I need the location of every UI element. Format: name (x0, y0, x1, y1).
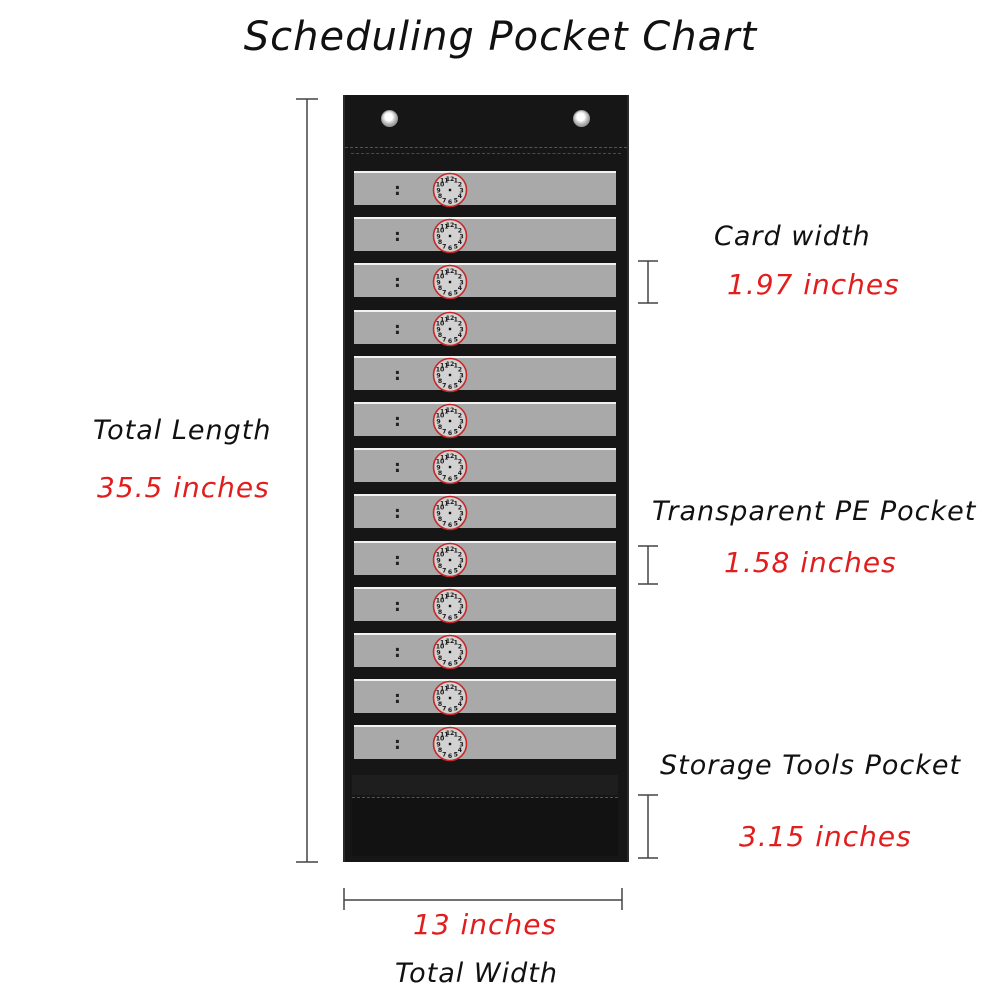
clock-number: 11 (439, 408, 449, 416)
clock-number: 8 (437, 377, 443, 385)
clock-number: 3 (459, 279, 464, 287)
clock-number: 4 (457, 285, 463, 293)
schedule-card (354, 310, 616, 344)
clock-number: 10 (435, 735, 445, 743)
clock-icon (432, 495, 468, 531)
clock-number: 4 (457, 193, 463, 201)
clock-number: 1 (453, 315, 458, 323)
time-colon: : (392, 687, 403, 709)
clock-number: 9 (436, 233, 441, 241)
clock-number: 9 (436, 649, 441, 657)
clock-number: 1 (453, 269, 458, 277)
clock-number: 6 (447, 198, 453, 206)
clock-number: 4 (457, 608, 463, 616)
clock-number: 1 (453, 408, 458, 416)
clock-number: 1 (453, 362, 458, 370)
clock-number: 1 (453, 454, 458, 462)
clock-number: 7 (442, 659, 447, 667)
clock-number: 12 (445, 221, 455, 229)
card-width-label: Card width (714, 221, 871, 252)
clock-number: 4 (457, 331, 463, 339)
schedule-card (354, 541, 616, 575)
schedule-card (354, 171, 616, 205)
clock-number: 5 (453, 520, 458, 528)
clock-number: 11 (439, 177, 449, 185)
schedule-card (354, 448, 616, 482)
time-colon: : (392, 502, 403, 524)
clock-icon (432, 588, 468, 624)
pocket-row (352, 490, 618, 530)
clock-number: 2 (457, 551, 463, 559)
clock-icon (432, 172, 468, 208)
clock-number: 3 (459, 325, 464, 333)
clock-number: 9 (436, 325, 441, 333)
clock-number: 10 (435, 597, 445, 605)
clock-number: 10 (435, 273, 445, 281)
clock-number: 2 (457, 597, 463, 605)
clock-number: 3 (459, 233, 464, 241)
clock-icon (432, 403, 468, 439)
clock-number: 11 (439, 593, 449, 601)
clock-icon (432, 542, 468, 578)
clock-number: 10 (435, 643, 445, 651)
total-width-value: 13 inches (413, 908, 558, 941)
clock-number: 1 (453, 685, 458, 693)
pocket-row (352, 629, 618, 669)
clock-icon (432, 264, 468, 300)
clock-number: 4 (457, 239, 463, 247)
stitch-line (351, 153, 621, 154)
clock-number: 10 (435, 227, 445, 235)
clock-number: 10 (435, 181, 445, 189)
clock-number: 8 (437, 285, 443, 293)
storage-value: 3.15 inches (739, 820, 912, 853)
clock-number: 7 (442, 428, 447, 436)
clock-number: 12 (445, 406, 455, 414)
total-length-label: Total Length (93, 415, 272, 446)
schedule-card (354, 725, 616, 759)
clock-number: 6 (447, 568, 453, 576)
clock-number: 3 (459, 603, 464, 611)
clock-number: 7 (442, 613, 447, 621)
clock-number: 10 (435, 320, 445, 328)
clock-number: 4 (457, 562, 463, 570)
clock-number: 3 (459, 187, 464, 195)
clock-number: 12 (445, 175, 455, 183)
clock-number: 5 (453, 751, 458, 759)
storage-pocket (352, 797, 618, 856)
clock-number: 1 (453, 177, 458, 185)
clock-number: 2 (457, 504, 463, 512)
clock-icon (432, 726, 468, 762)
clock-number: 10 (435, 689, 445, 697)
clock-number: 2 (457, 181, 463, 189)
time-colon: : (392, 410, 403, 431)
clock-number: 6 (447, 660, 453, 668)
clock-number: 8 (437, 562, 443, 570)
time-colon: : (392, 548, 403, 570)
clock-number: 8 (437, 470, 443, 478)
clock-number: 4 (457, 424, 463, 432)
clock-number: 12 (445, 591, 455, 599)
clock-number: 8 (437, 516, 443, 524)
clock-number: 12 (445, 360, 455, 368)
schedule-card (354, 356, 616, 390)
clock-number: 8 (437, 747, 443, 755)
clock-number: 7 (442, 335, 447, 343)
time-colon: : (392, 317, 403, 339)
time-colon: : (392, 363, 403, 385)
pocket-row (352, 167, 618, 207)
clock-number: 1 (453, 593, 458, 601)
clock-number: 11 (439, 731, 449, 739)
clock-number: 2 (457, 458, 463, 466)
clock-number: 6 (447, 291, 453, 299)
clock-number: 11 (439, 500, 449, 508)
pocket-row (352, 583, 618, 623)
clock-number: 11 (439, 315, 449, 323)
clock-number: 1 (453, 639, 458, 647)
time-colon: : (392, 641, 403, 662)
clock-number: 3 (459, 510, 464, 518)
clock-number: 10 (435, 366, 445, 374)
clock-number: 8 (437, 701, 443, 709)
clock-number: 11 (439, 454, 449, 462)
clock-number: 1 (453, 223, 458, 231)
clock-number: 6 (447, 706, 453, 714)
clock-number: 12 (445, 683, 455, 691)
clock-number: 7 (442, 197, 447, 205)
pocket-row (352, 398, 618, 438)
clock-number: 8 (437, 608, 443, 616)
clock-number: 12 (445, 637, 455, 645)
chart-header (345, 95, 627, 148)
clock-number: 9 (436, 279, 441, 287)
clock-number: 11 (439, 362, 449, 370)
clock-number: 2 (457, 643, 463, 651)
clock-number: 9 (436, 603, 441, 611)
clock-number: 1 (453, 500, 458, 508)
clock-number: 9 (436, 187, 441, 195)
clock-number: 12 (445, 545, 455, 553)
clock-number: 3 (459, 649, 464, 657)
grommet-icon (381, 110, 398, 127)
pocket-value: 1.58 inches (724, 546, 897, 579)
clock-number: 4 (457, 470, 463, 478)
clock-number: 6 (447, 614, 453, 622)
pocket-row (352, 721, 618, 761)
clock-number: 11 (439, 546, 449, 554)
total-width-label: Total Width (395, 958, 558, 989)
clock-number: 4 (457, 516, 463, 524)
clock-number: 8 (437, 655, 443, 663)
clock-number: 4 (457, 377, 463, 385)
grommet-icon (573, 110, 590, 127)
schedule-card (354, 217, 616, 251)
clock-number: 2 (457, 412, 463, 420)
clock-number: 2 (457, 735, 463, 743)
clock-number: 6 (447, 522, 453, 530)
clock-number: 5 (453, 474, 458, 482)
clock-number: 3 (459, 695, 464, 703)
clock-number: 1 (453, 731, 458, 739)
clock-number: 2 (457, 273, 463, 281)
clock-number: 8 (437, 424, 443, 432)
pocket-row (352, 259, 618, 299)
clock-number: 9 (436, 510, 441, 518)
clock-number: 6 (447, 337, 453, 345)
pocket-row (352, 444, 618, 484)
page-title: Scheduling Pocket Chart (243, 14, 758, 60)
clock-number: 1 (453, 546, 458, 554)
clock-number: 8 (437, 193, 443, 201)
clock-icon (432, 449, 468, 485)
clock-number: 12 (445, 268, 455, 276)
clock-number: 3 (459, 372, 464, 380)
clock-number: 9 (436, 695, 441, 703)
time-colon: : (392, 594, 403, 616)
clock-number: 4 (457, 655, 463, 663)
clock-number: 2 (457, 689, 463, 697)
pocket-row (352, 213, 618, 253)
clock-number: 6 (447, 429, 453, 437)
clock-number: 6 (447, 383, 453, 391)
clock-number: 5 (453, 382, 458, 390)
clock-number: 7 (442, 751, 447, 759)
schedule-card (354, 587, 616, 621)
clock-number: 12 (445, 730, 455, 738)
clock-number: 10 (435, 458, 445, 466)
clock-number: 6 (447, 753, 453, 761)
clock-number: 12 (445, 314, 455, 322)
clock-number: 5 (453, 335, 458, 343)
clock-number: 11 (439, 685, 449, 693)
clock-number: 7 (442, 474, 447, 482)
clock-number: 10 (435, 412, 445, 420)
clock-number: 12 (445, 499, 455, 507)
clock-number: 9 (436, 464, 441, 472)
pocket-row (352, 352, 618, 392)
time-colon: : (392, 225, 403, 247)
clock-number: 7 (442, 520, 447, 528)
clock-number: 5 (453, 566, 458, 574)
clock-icon (432, 218, 468, 254)
clock-number: 9 (436, 418, 441, 426)
storage-strip (352, 775, 618, 795)
clock-number: 11 (439, 223, 449, 231)
clock-number: 7 (442, 289, 447, 297)
clock-number: 12 (445, 452, 455, 460)
time-colon: : (392, 733, 403, 755)
clock-number: 10 (435, 504, 445, 512)
clock-number: 6 (447, 244, 453, 252)
clock-number: 5 (453, 289, 458, 297)
clock-number: 9 (436, 741, 441, 749)
clock-number: 9 (436, 556, 441, 564)
time-colon: : (392, 456, 403, 478)
clock-number: 5 (453, 705, 458, 713)
clock-number: 10 (435, 551, 445, 559)
clock-icon (432, 311, 468, 347)
clock-number: 3 (459, 418, 464, 426)
clock-number: 7 (442, 243, 447, 251)
card-width-value: 1.97 inches (727, 268, 900, 301)
clock-number: 3 (459, 556, 464, 564)
schedule-card (354, 679, 616, 713)
clock-number: 9 (436, 372, 441, 380)
storage-label: Storage Tools Pocket (660, 750, 962, 781)
pocket-chart (343, 95, 629, 862)
clock-number: 2 (457, 320, 463, 328)
time-colon: : (392, 271, 403, 293)
schedule-card (354, 402, 616, 436)
clock-number: 11 (439, 639, 449, 647)
clock-number: 2 (457, 366, 463, 374)
clock-icon (432, 680, 468, 716)
clock-number: 2 (457, 227, 463, 235)
clock-number: 8 (437, 331, 443, 339)
schedule-card (354, 633, 616, 667)
clock-number: 7 (442, 705, 447, 713)
schedule-card (354, 494, 616, 528)
clock-icon (432, 634, 468, 670)
clock-icon (432, 357, 468, 393)
pocket-row (352, 675, 618, 715)
clock-number: 5 (453, 428, 458, 436)
time-colon: : (392, 179, 403, 200)
clock-number: 6 (447, 475, 453, 483)
pocket-row (352, 306, 618, 346)
clock-number: 3 (459, 464, 464, 472)
pocket-label: Transparent PE Pocket (652, 496, 977, 527)
clock-number: 5 (453, 243, 458, 251)
pocket-row (352, 537, 618, 577)
total-length-value: 35.5 inches (97, 471, 270, 504)
schedule-card (354, 263, 616, 297)
clock-number: 5 (453, 197, 458, 205)
clock-number: 5 (453, 613, 458, 621)
clock-number: 11 (439, 269, 449, 277)
clock-number: 7 (442, 382, 447, 390)
clock-number: 7 (442, 566, 447, 574)
clock-number: 3 (459, 741, 464, 749)
clock-number: 8 (437, 239, 443, 247)
clock-number: 4 (457, 747, 463, 755)
clock-number: 4 (457, 701, 463, 709)
clock-number: 5 (453, 659, 458, 667)
